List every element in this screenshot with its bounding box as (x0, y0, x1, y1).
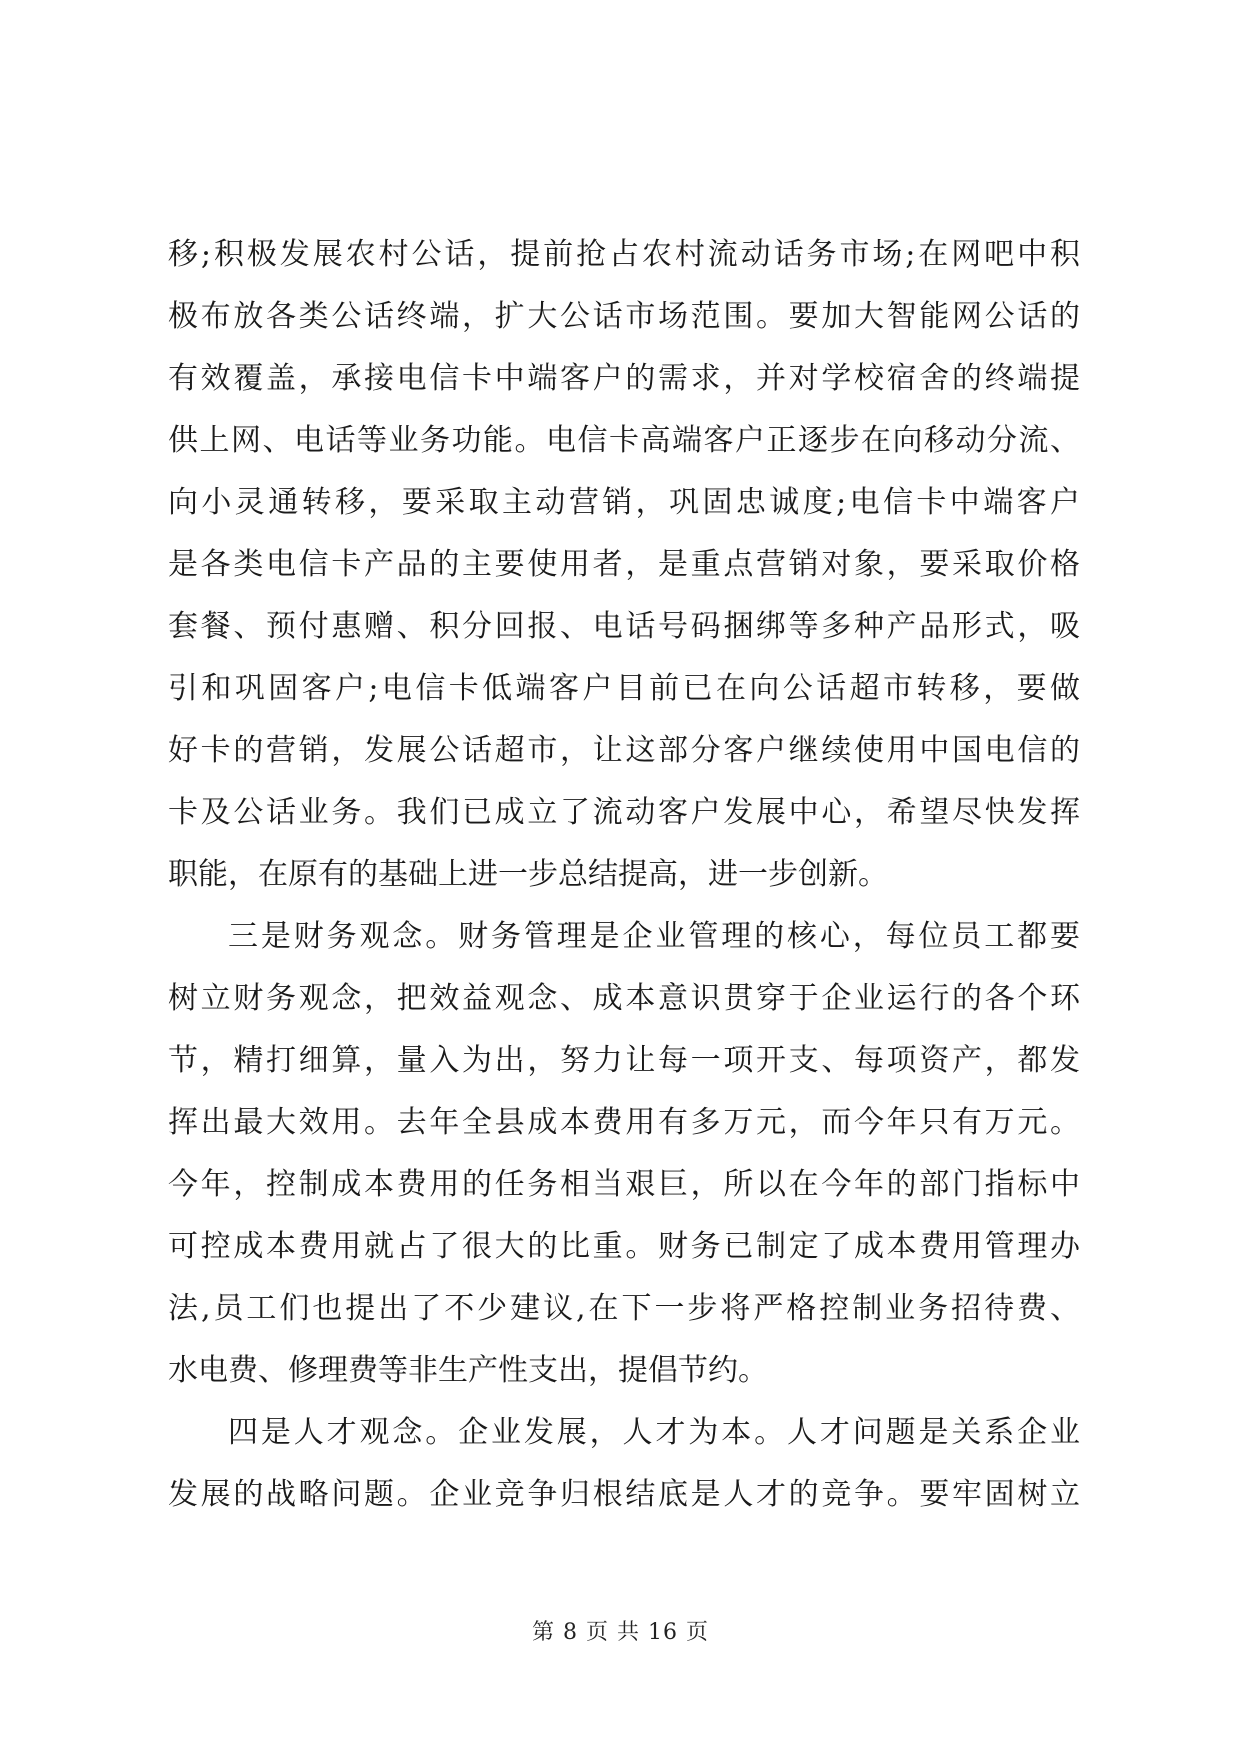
page-footer: 第 8 页 共 16 页 (532, 1620, 709, 1645)
text-line: 是各类电信卡产品的主要使用者，是重点营销对象，要采取价格 (168, 547, 1080, 582)
text-line: 节，精打细算，量入为出，努力让每一项开支、每项资产，都发 (168, 1043, 1080, 1078)
body-text (168, 230, 1080, 1532)
text-line: 引和巩固客户;电信卡低端客户目前已在向公话超市转移，要做 (168, 671, 1080, 706)
text-line: 有效覆盖，承接电信卡中端客户的需求，并对学校宿舍的终端提 (168, 361, 1080, 396)
text-line: 供上网、电话等业务功能。电信卡高端客户正逐步在向移动分流、 (168, 423, 1080, 458)
text-line: 极布放各类公话终端，扩大公话市场范围。要加大智能网公话的 (168, 299, 1080, 334)
paragraph-start-line: 四是人才观念。企业发展，人才为本。人才问题是关系企业 (228, 1415, 1080, 1450)
text-line: 法,员工们也提出了不少建议,在下一步将严格控制业务招待费、 (168, 1291, 1080, 1326)
text-line: 卡及公话业务。我们已成立了流动客户发展中心，希望尽快发挥 (168, 795, 1080, 830)
text-line: 可控成本费用就占了很大的比重。财务已制定了成本费用管理办 (168, 1229, 1080, 1264)
paragraph-start-line: 三是财务观念。财务管理是企业管理的核心，每位员工都要 (228, 919, 1080, 954)
text-line: 水电费、修理费等非生产性支出，提倡节约。 (168, 1353, 768, 1388)
text-line: 套餐、预付惠赠、积分回报、电话号码捆绑等多种产品形式，吸 (168, 609, 1080, 644)
text-line: 树立财务观念，把效益观念、成本意识贯穿于企业运行的各个环 (168, 981, 1080, 1016)
text-line: 今年，控制成本费用的任务相当艰巨，所以在今年的部门指标中 (168, 1167, 1080, 1202)
text-line: 发展的战略问题。企业竞争归根结底是人才的竞争。要牢固树立 (168, 1477, 1080, 1512)
text-line: 向小灵通转移，要采取主动营销，巩固忠诚度;电信卡中端客户 (168, 485, 1080, 520)
text-line: 职能，在原有的基础上进一步总结提高，进一步创新。 (168, 857, 888, 892)
text-line: 好卡的营销，发展公话超市，让这部分客户继续使用中国电信的 (168, 733, 1080, 768)
text-line: 移;积极发展农村公话，提前抢占农村流动话务市场;在网吧中积 (168, 237, 1080, 272)
text-line: 挥出最大效用。去年全县成本费用有多万元，而今年只有万元。 (168, 1105, 1080, 1140)
